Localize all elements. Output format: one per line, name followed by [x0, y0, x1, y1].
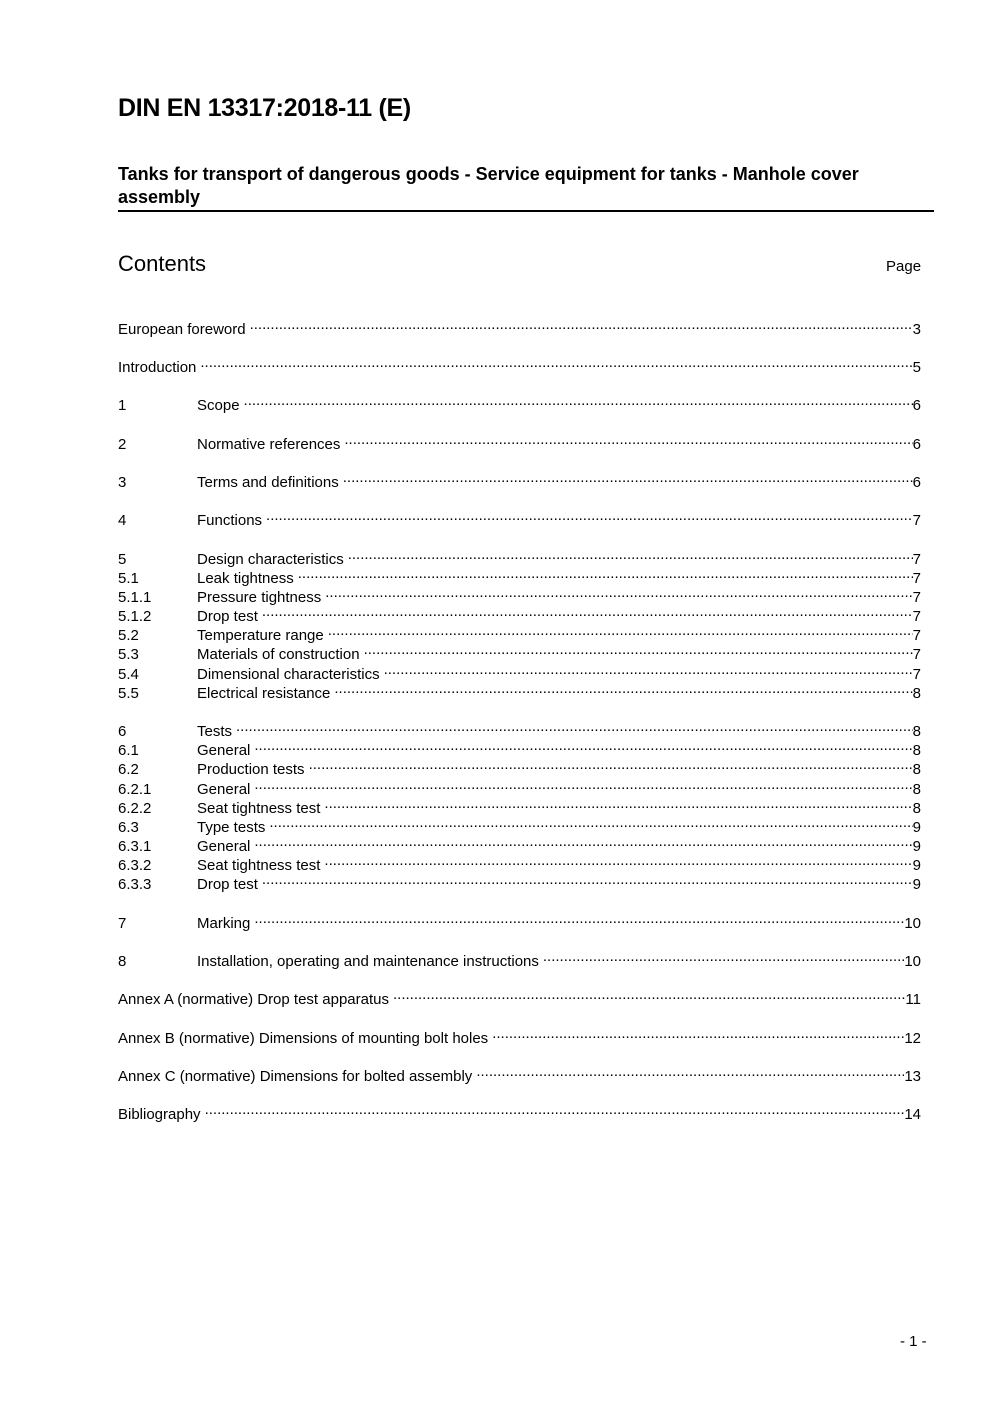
toc-entry[interactable] — [118, 794, 921, 817]
toc-entry-number: 5.2 — [118, 627, 139, 644]
toc-entry[interactable] — [118, 621, 921, 644]
toc-entry[interactable] — [118, 353, 921, 376]
toc-entry-page: 5 — [912, 359, 921, 376]
toc-dot-leader — [200, 353, 912, 372]
title-divider — [118, 210, 934, 212]
contents-heading: Contents — [118, 251, 207, 276]
toc-entry-page: 6 — [912, 474, 921, 491]
toc-entry-label: Type tests — [197, 819, 266, 836]
toc-dot-leader — [254, 909, 904, 928]
toc-entry-label: Drop test — [197, 608, 258, 625]
toc-entry-number: 6.1 — [118, 742, 139, 759]
toc-entry-number: 5.5 — [118, 685, 139, 702]
toc-dot-leader — [543, 947, 904, 966]
toc-entry-page: 12 — [904, 1030, 921, 1047]
toc-entry[interactable] — [118, 391, 921, 414]
toc-entry-number: 5.1 — [118, 570, 139, 587]
toc-entry-label: Annex C (normative) Dimensions for bolted assembly — [118, 1068, 473, 1085]
toc-entry-number: 6.3.2 — [118, 857, 152, 874]
toc-entry-page: 9 — [912, 857, 921, 874]
toc-entry[interactable] — [118, 755, 921, 778]
toc-entry-page: 7 — [912, 512, 921, 529]
toc-dot-leader — [476, 1062, 904, 1081]
toc-entry-number: 2 — [118, 436, 127, 453]
toc-entry-number: 6.2.2 — [118, 800, 152, 817]
toc-entry-page: 7 — [912, 646, 921, 663]
toc-entry-page: 10 — [904, 915, 921, 932]
toc-entry[interactable] — [118, 660, 921, 683]
toc-entry[interactable] — [118, 1024, 921, 1047]
toc-entry[interactable] — [118, 545, 921, 568]
toc-entry-label: European foreword — [118, 321, 246, 338]
toc-entry-number: 4 — [118, 512, 127, 529]
toc-entry-label: Installation, operating and maintenance instructions — [197, 953, 539, 970]
toc-entry-number: 5 — [118, 551, 127, 568]
toc-entry-page: 7 — [912, 589, 921, 606]
toc-entry[interactable] — [118, 640, 921, 663]
toc-entry-number: 6.3.1 — [118, 838, 152, 855]
toc-entry-label: General — [197, 742, 251, 759]
toc-entry[interactable] — [118, 679, 921, 702]
toc-dot-leader — [205, 1100, 905, 1119]
toc-entry-page: 6 — [912, 436, 921, 453]
toc-entry[interactable] — [118, 717, 921, 740]
toc-entry[interactable] — [118, 851, 921, 874]
toc-entry-label: Normative references — [197, 436, 341, 453]
toc-entry[interactable] — [118, 909, 921, 932]
toc-entry-label: Seat tightness test — [197, 857, 321, 874]
toc-entry-number: 5.4 — [118, 666, 139, 683]
toc-entry-label: Electrical resistance — [197, 685, 331, 702]
toc-entry[interactable] — [118, 832, 921, 855]
toc-entry-page: 14 — [904, 1106, 921, 1123]
toc-entry-label: Production tests — [197, 761, 305, 778]
toc-entry[interactable] — [118, 813, 921, 836]
toc-entry-number: 5.3 — [118, 646, 139, 663]
toc-entry-page: 7 — [912, 627, 921, 644]
toc-entry-label: Scope — [197, 397, 240, 414]
toc-dot-leader — [298, 564, 913, 583]
toc-entry-page: 7 — [912, 570, 921, 587]
toc-dot-leader — [334, 679, 912, 698]
toc-entry-page: 3 — [912, 321, 921, 338]
toc-entry-page: 13 — [904, 1068, 921, 1085]
toc-entry-number: 3 — [118, 474, 127, 491]
toc-entry-label: Functions — [197, 512, 263, 529]
toc-entry-page: 6 — [912, 397, 921, 414]
toc-entry[interactable] — [118, 1100, 921, 1123]
toc-entry-page: 7 — [912, 551, 921, 568]
toc-entry-number: 6.2.1 — [118, 781, 152, 798]
toc-dot-leader — [309, 755, 913, 774]
document-title: Tanks for transport of dangerous goods - Service equipment for tanks - Manhole cover assembly — [118, 164, 859, 207]
toc-entry-number: 6.3.3 — [118, 876, 152, 893]
toc-dot-leader — [384, 660, 913, 679]
toc-dot-leader — [492, 1024, 904, 1043]
toc-entry-label: Marking — [197, 915, 251, 932]
toc-dot-leader — [343, 468, 913, 487]
toc-entry-page: 10 — [904, 953, 921, 970]
toc-entry[interactable] — [118, 985, 921, 1008]
toc-entry-number: 6.3 — [118, 819, 139, 836]
toc-entry-number: 7 — [118, 915, 127, 932]
toc-dot-leader — [393, 985, 905, 1004]
toc-entry[interactable] — [118, 430, 921, 453]
toc-dot-leader — [269, 813, 912, 832]
toc-entry-page: 9 — [912, 838, 921, 855]
toc-dot-leader — [364, 640, 913, 659]
toc-entry-number: 5.1.1 — [118, 589, 152, 606]
toc-dot-leader — [236, 717, 913, 736]
toc-entry-label: Terms and definitions — [197, 474, 339, 491]
toc-entry-page: 7 — [912, 608, 921, 625]
toc-entry-page: 8 — [912, 742, 921, 759]
toc-dot-leader — [254, 736, 912, 755]
toc-dot-leader — [324, 851, 912, 870]
toc-dot-leader — [254, 832, 912, 851]
toc-entry-label: General — [197, 781, 251, 798]
toc-entry-page: 8 — [912, 800, 921, 817]
toc-entry[interactable] — [118, 736, 921, 759]
toc-entry[interactable] — [118, 1062, 921, 1085]
footer-page-number: - 1 - — [900, 1333, 927, 1350]
toc-entry-page: 11 — [905, 991, 921, 1008]
toc-dot-leader — [262, 870, 913, 889]
toc-entry-label: Tests — [197, 723, 233, 740]
toc-entry[interactable] — [118, 506, 921, 529]
toc-dot-leader — [262, 602, 913, 621]
toc-dot-leader — [328, 621, 913, 640]
toc-dot-leader — [266, 506, 913, 525]
document-id: DIN EN 13317:2018-11 (E) — [118, 94, 411, 122]
toc-entry-number: 6.2 — [118, 761, 139, 778]
toc-entry-page: 8 — [912, 685, 921, 702]
toc-entry-number: 1 — [118, 397, 127, 414]
toc-entry-page: 8 — [912, 723, 921, 740]
toc-entry-label: Drop test — [197, 876, 258, 893]
toc-entry-label: Pressure tightness — [197, 589, 322, 606]
toc-dot-leader — [324, 794, 912, 813]
toc-entry-label: Introduction — [118, 359, 197, 376]
toc-entry-page: 8 — [912, 781, 921, 798]
toc-entry-number: 8 — [118, 953, 127, 970]
toc-entry-label: Materials of construction — [197, 646, 360, 663]
toc-entry-label: Annex A (normative) Drop test apparatus — [118, 991, 389, 1008]
toc-dot-leader — [348, 545, 913, 564]
toc-entry[interactable] — [118, 947, 921, 970]
toc-entry-number: 5.1.2 — [118, 608, 152, 625]
toc-entry-label: Annex B (normative) Dimensions of mounting bolt holes — [118, 1030, 489, 1047]
toc-entry-number: 6 — [118, 723, 127, 740]
toc-entry-page: 9 — [912, 876, 921, 893]
toc-entry[interactable] — [118, 775, 921, 798]
toc-entry-page: 9 — [912, 819, 921, 836]
toc-entry-page: 8 — [912, 761, 921, 778]
toc-entry-label: Leak tightness — [197, 570, 294, 587]
toc-dot-leader — [254, 775, 912, 794]
toc-entry-label: Temperature range — [197, 627, 324, 644]
toc-entry[interactable] — [118, 583, 921, 606]
toc-dot-leader — [325, 583, 912, 602]
toc-entry[interactable] — [118, 870, 921, 893]
toc-entry[interactable] — [118, 602, 921, 625]
toc-entry-label: Dimensional characteristics — [197, 666, 380, 683]
toc-dot-leader — [344, 430, 912, 449]
toc-entry[interactable] — [118, 315, 921, 338]
toc-dot-leader — [250, 315, 913, 334]
toc-entry[interactable] — [118, 468, 921, 491]
toc-entry-label: Seat tightness test — [197, 800, 321, 817]
toc-dot-leader — [244, 391, 913, 410]
toc-entry-label: Design characteristics — [197, 551, 344, 568]
page-column-heading: Page — [886, 258, 922, 275]
toc-entry-label: Bibliography — [118, 1106, 201, 1123]
toc-entry-label: General — [197, 838, 251, 855]
toc-entry[interactable] — [118, 564, 921, 587]
toc-entry-page: 7 — [912, 666, 921, 683]
